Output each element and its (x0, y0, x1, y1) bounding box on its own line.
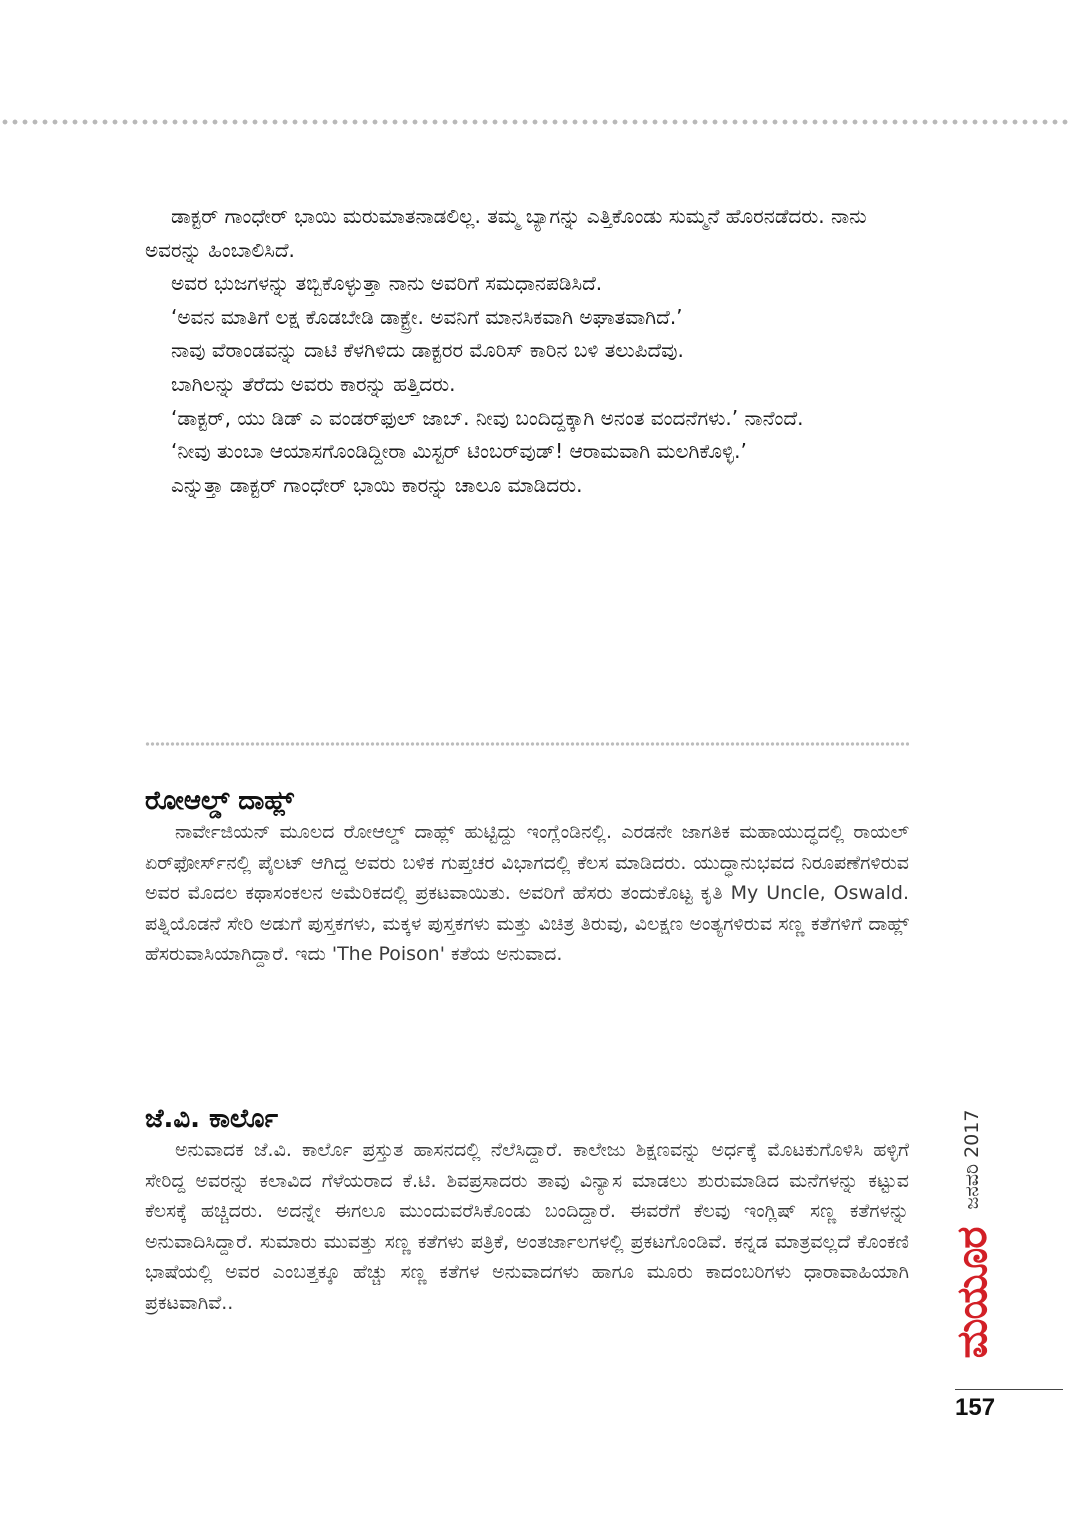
translator-bio-text: ಅನುವಾದಕ ಜೆ.ವಿ. ಕಾರ್ಲೊ ಪ್ರಸ್ತುತ ಹಾಸನದಲ್ಲಿ ನೆಲೆಸಿದ್ದಾರೆ. ಕಾಲೇಜು ಶಿಕ್ಷಣವನ್ನು ಅರ್ಧಕ್ಕೆ ಮೊಟಕುಗೊಳಿಸಿ ಹಳ್ಳಿಗೆ ಸೇರಿದ್ದ ಅವರನ್ನು ಕಲಾವಿದ ಗೆಳೆಯರಾದ ಕೆ.ಟಿ. ಶಿವಪ್ರಸಾದರು ತಾವು ವಿನ್ಯಾಸ ಮಾಡಲು ಶುರುಮಾಡಿದ ಮನೆಗಳನ್ನು ಕಟ್ಟುವ ಕೆಲಸಕ್ಕೆ ಹಚ್ಚಿದರು. ಅದನ್ನೇ ಈಗಲೂ ಮುಂದುವರೆಸಿಕೊಂಡು ಬಂದಿದ್ದಾರೆ. ಈವರೆಗೆ ಕೆಲವು ಇಂಗ್ಲಿಷ್ ಸಣ್ಣ ಕತೆಗಳನ್ನು ಅನುವಾದಿಸಿದ್ದಾರೆ. ಸುಮಾರು ಮುವತ್ತು ಸಣ್ಣ ಕತೆಗಳು ಪತ್ರಿಕೆ, ಅಂತರ್ಜಾಲಗಳಲ್ಲಿ ಪ್ರಕಟಗೊಂಡಿವೆ. ಕನ್ನಡ ಮಾತ್ರವಲ್ಲದೆ ಕೊಂಕಣಿ ಭಾಷೆಯಲ್ಲಿ ಅವರ ಎಂಬತ್ತಕ್ಕೂ ಹೆಚ್ಚು ಸಣ್ಣ ಕತೆಗಳ ಅನುವಾದಗಳು ಹಾಗೂ ಮೂರು ಕಾದಂಬರಿಗಳು ಧಾರಾವಾಹಿಯಾಗಿ ಪ್ರಕಟವಾಗಿವೆ.. (145, 1139, 909, 1314)
author-name-heading: ರೋಆಲ್ಡ್ ದಾಹ್ಲ್ (145, 786, 294, 816)
issue-date: ಜನವರಿ 2017 (961, 1109, 983, 1210)
story-paragraph: ಡಾಕ್ಟರ್ ಗಾಂಧೇರ್ ಭಾಯಿ ಮರುಮಾತನಾಡಲಿಲ್ಲ. ತಮ್ಮ ಬ್ಯಾಗನ್ನು ಎತ್ತಿಕೊಂಡು ಸುಮ್ಮನೆ ಹೊರನಡೆದರು. ನಾನು ಅವರನ್ನು ಹಿಂಬಾಲಿಸಿದೆ. (145, 204, 867, 262)
story-paragraph: ‘ನೀವು ತುಂಬಾ ಆಯಾಸಗೊಂಡಿದ್ದೀರಾ ಮಿಸ್ಟರ್ ಟಿಂಬರ್‌ವುಡ್! ಆರಾಮವಾಗಿ ಮಲಗಿಕೊಳ್ಳಿ.’ (171, 439, 747, 464)
page-number: 157 (955, 1394, 996, 1421)
section-dotted-divider (145, 741, 909, 747)
story-paragraph: ‘ಡಾಕ್ಟರ್, ಯು ಡಿಡ್ ಎ ವಂಡರ್‌ಫುಲ್ ಜಾಬ್. ನೀವು ಬಂದಿದ್ದಕ್ಕಾಗಿ ಅನಂತ ವಂದನೆಗಳು.’ ನಾನೆಂದೆ. (171, 405, 804, 430)
magazine-side-banner (940, 1100, 1004, 1368)
story-paragraph: ‘ಅವನ ಮಾತಿಗೆ ಲಕ್ಷ ಕೊಡಬೇಡಿ ಡಾಕ್ಟ್ರೇ. ಅವನಿಗೆ ಮಾನಸಿಕವಾಗಿ ಅಘಾತವಾಗಿದೆ.’ (171, 304, 683, 329)
author-bio (145, 785, 909, 970)
story-paragraph: ಅವರ ಭುಜಗಳನ್ನು ತಬ್ಬಿಕೊಳ್ಳುತ್ತಾ ನಾನು ಅವರಿಗೆ ಸಮಧಾನಪಡಿಸಿದೆ. (171, 271, 603, 296)
translator-bio (145, 1103, 909, 1318)
top-dotted-divider (0, 118, 1072, 126)
story-text (145, 200, 885, 502)
magazine-logo: ಮಯೂರ (947, 1227, 996, 1359)
footer-rule (955, 1389, 1063, 1390)
story-paragraph: ನಾವು ವೆರಾಂಡವನ್ನು ದಾಟಿ ಕೆಳಗಿಳಿದು ಡಾಕ್ಟರರ ಮೊರಿಸ್ ಕಾರಿನ ಬಳಿ ತಲುಪಿದೆವು. (171, 338, 684, 363)
author-bio-text: ನಾರ್ವೇಜಿಯನ್ ಮೂಲದ ರೋಆಲ್ಡ್ ದಾಹ್ಲ್ ಹುಟ್ಟಿದ್ದು ಇಂಗ್ಲೆಂಡಿನಲ್ಲಿ. ಎರಡನೇ ಜಾಗತಿಕ ಮಹಾಯುದ್ಧದಲ್ಲಿ ರಾಯಲ್ ಏರ್‌ಫೋರ್ಸ್‌ನಲ್ಲಿ ಪೈಲಟ್ ಆಗಿದ್ದ ಅವರು ಬಳಿಕ ಗುಪ್ತಚರ ವಿಭಾಗದಲ್ಲಿ ಕೆಲಸ ಮಾಡಿದರು. ಯುದ್ಧಾನುಭವದ ನಿರೂಪಣೆಗಳಿರುವ ಅವರ ಮೊದಲ ಕಥಾಸಂಕಲನ ಅಮೆರಿಕದಲ್ಲಿ ಪ್ರಕಟವಾಯಿತು. ಅವರಿಗೆ ಹೆಸರು ತಂದುಕೊಟ್ಟ ಕೃತಿ My Uncle, Oswald. ಪತ್ನಿಯೊಡನೆ ಸೇರಿ ಅಡುಗೆ ಪುಸ್ತಕಗಳು, ಮಕ್ಕಳ ಪುಸ್ತಕಗಳು ಮತ್ತು ವಿಚಿತ್ರ ತಿರುವು, ವಿಲಕ್ಷಣ ಅಂತ್ಯಗಳಿರುವ ಸಣ್ಣ ಕತೆಗಳಿಗೆ ದಾಹ್ಲ್ ಹೆಸರುವಾಸಿಯಾಗಿದ್ದಾರೆ. ಇದು 'The Poison' ಕತೆಯ ಅನುವಾದ. (145, 821, 909, 965)
translator-name-heading: ಜೆ.ವಿ. ಕಾರ್ಲೊ (145, 1104, 278, 1134)
story-paragraph: ಬಾಗಿಲನ್ನು ತೆರೆದು ಅವರು ಕಾರನ್ನು ಹತ್ತಿದರು. (171, 371, 456, 396)
story-paragraph: ಎನ್ನುತ್ತಾ ಡಾಕ್ಟರ್ ಗಾಂಧೇರ್ ಭಾಯಿ ಕಾರನ್ನು ಚಾಲೂ ಮಾಡಿದರು. (171, 472, 583, 497)
